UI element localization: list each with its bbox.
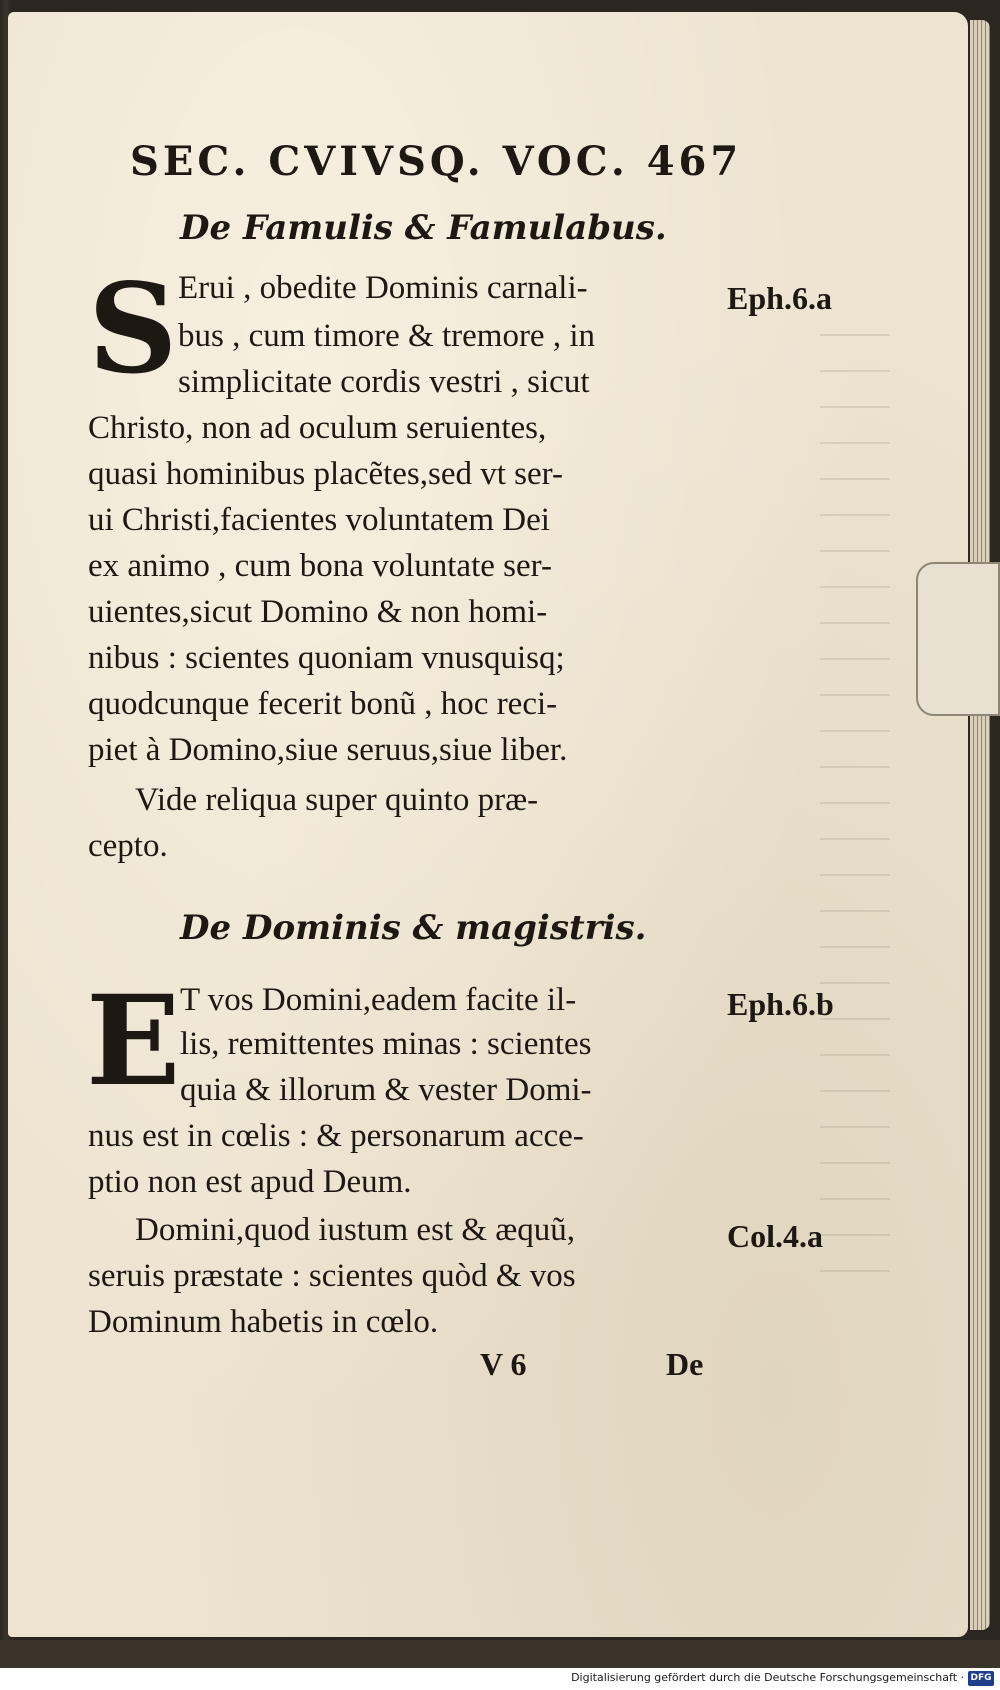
text-line: nus est in cœlis : & personarum acce- (88, 1118, 584, 1154)
page-edges (970, 20, 990, 1630)
text-line: cepto. (88, 828, 168, 864)
text-line: quodcunque fecerit bonũ , hoc reci- (88, 686, 558, 722)
text-line: nibus : scientes quoniam vnusquisq; (88, 640, 565, 676)
text-line: ex animo , cum bona voluntate ser- (88, 548, 552, 584)
text-line: bus , cum timore & tremore , in (178, 318, 595, 354)
show-through-text (820, 300, 890, 1300)
text-line: Erui , obedite Dominis carnali- (178, 270, 588, 306)
text-line: quia & illorum & vester Domi- (180, 1072, 592, 1108)
text-line: piet à Domino,siue seruus,siue liber. (88, 732, 568, 768)
section-heading: De Famulis & Famulabus. (180, 208, 667, 248)
running-head: SEC. CVIVSQ. VOC. 467 (130, 138, 743, 185)
text-line: uientes,sicut Domino & non homi- (88, 594, 548, 630)
drop-cap: E (86, 969, 181, 1114)
digitization-credit: Digitalisierung gefördert durch die Deutsche Forschungsgemeinschaft · (571, 1671, 964, 1684)
margin-reference: Eph.6.a (727, 280, 832, 316)
text-line: quasi hominibus placẽtes,sed vt ser- (88, 456, 563, 492)
margin-reference: Eph.6.b (727, 986, 834, 1022)
text-line: Dominum habetis in cœlo. (88, 1304, 439, 1340)
text-line: ptio non est apud Deum. (88, 1164, 412, 1200)
text-line: Domini,quod iustum est & æquũ, (135, 1212, 576, 1248)
credit-bar (0, 1668, 1000, 1690)
dfg-logo: DFG (968, 1671, 994, 1686)
text-line: Christo, non ad oculum seruientes, (88, 410, 547, 446)
catchword: De (666, 1346, 704, 1382)
margin-reference: Col.4.a (727, 1218, 823, 1254)
text-line: lis, remittentes minas : scientes (180, 1026, 592, 1062)
text-line: ui Christi,facientes voluntatem Dei (88, 502, 550, 538)
page-clip (916, 562, 1000, 716)
drop-cap: S (88, 257, 178, 402)
text-line: simplicitate cordis vestri , sicut (178, 364, 590, 400)
text-line: Vide reliqua super quinto præ- (135, 782, 539, 818)
signature-mark: V 6 (480, 1346, 527, 1382)
text-line: seruis præstate : scientes quòd & vos (88, 1258, 576, 1294)
scan-border (0, 1640, 1000, 1668)
text-line: T vos Domini,eadem facite il- (180, 982, 577, 1018)
section-heading: De Dominis & magistris. (180, 908, 647, 948)
